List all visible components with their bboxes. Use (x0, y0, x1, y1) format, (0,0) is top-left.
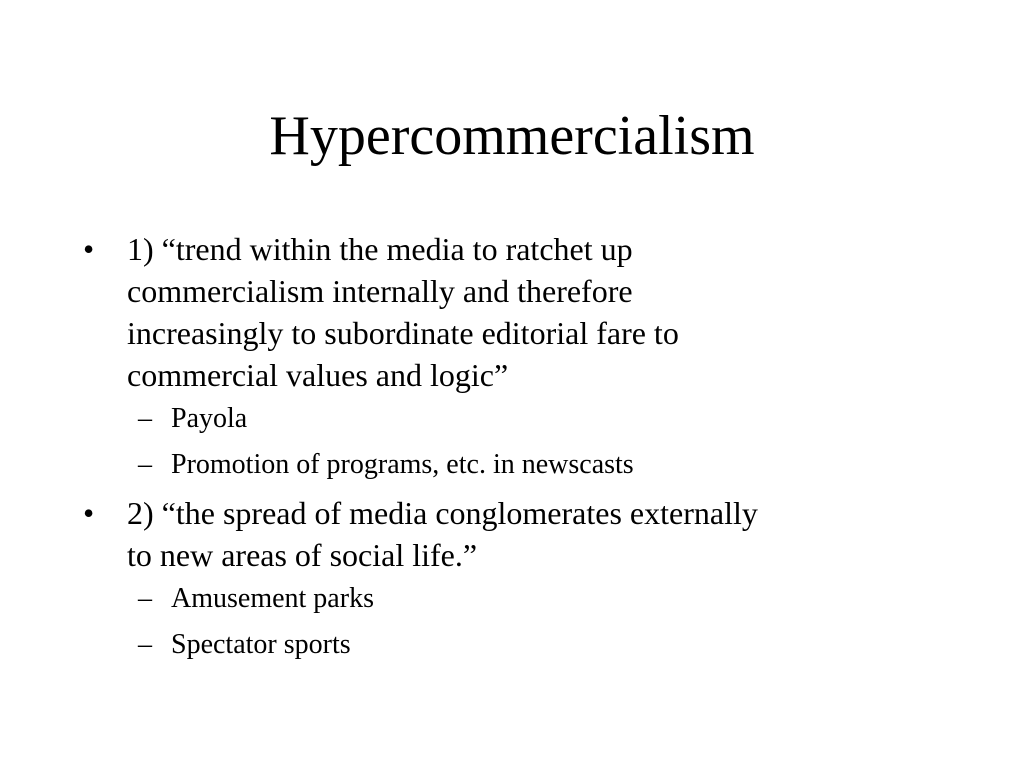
sub-item-text: Promotion of programs, etc. in newscasts (171, 449, 634, 480)
bullet-1-line-3: increasingly to subordinate editorial fare to (127, 315, 679, 351)
bullet-1-line-1: 1) “trend within the media to ratchet up (127, 231, 633, 267)
slide-body (83, 228, 933, 668)
bullet-1-line-4: commercial values and logic” (127, 357, 509, 393)
bullet-2-line-2: to new areas of social life.” (127, 537, 478, 573)
sub-item-text: Amusement parks (171, 583, 374, 614)
bullet-2-line-1: 2) “the spread of media conglomerates externally (127, 495, 758, 531)
bullet-1-line-2: commercialism internally and therefore (127, 273, 633, 309)
sub-item-text: Payola (171, 403, 248, 434)
slide-title: Hypercommercialism (269, 105, 755, 167)
bullet-marker: • (83, 495, 95, 531)
sub-item-amusement-parks (83, 576, 933, 622)
sub-item-payola (83, 396, 933, 442)
dash-marker: – (138, 403, 152, 434)
bullet-2 (83, 492, 933, 576)
bullet-2-subitems (83, 576, 933, 668)
dash-marker: – (138, 449, 152, 480)
sub-item-promotion (83, 442, 933, 488)
sub-item-text: Spectator sports (171, 629, 351, 660)
dash-marker: – (138, 583, 152, 614)
bullet-marker: • (83, 231, 95, 267)
dash-marker: – (138, 629, 152, 660)
sub-item-spectator-sports (83, 622, 933, 668)
bullet-1-subitems (83, 396, 933, 488)
bullet-1 (83, 228, 933, 396)
